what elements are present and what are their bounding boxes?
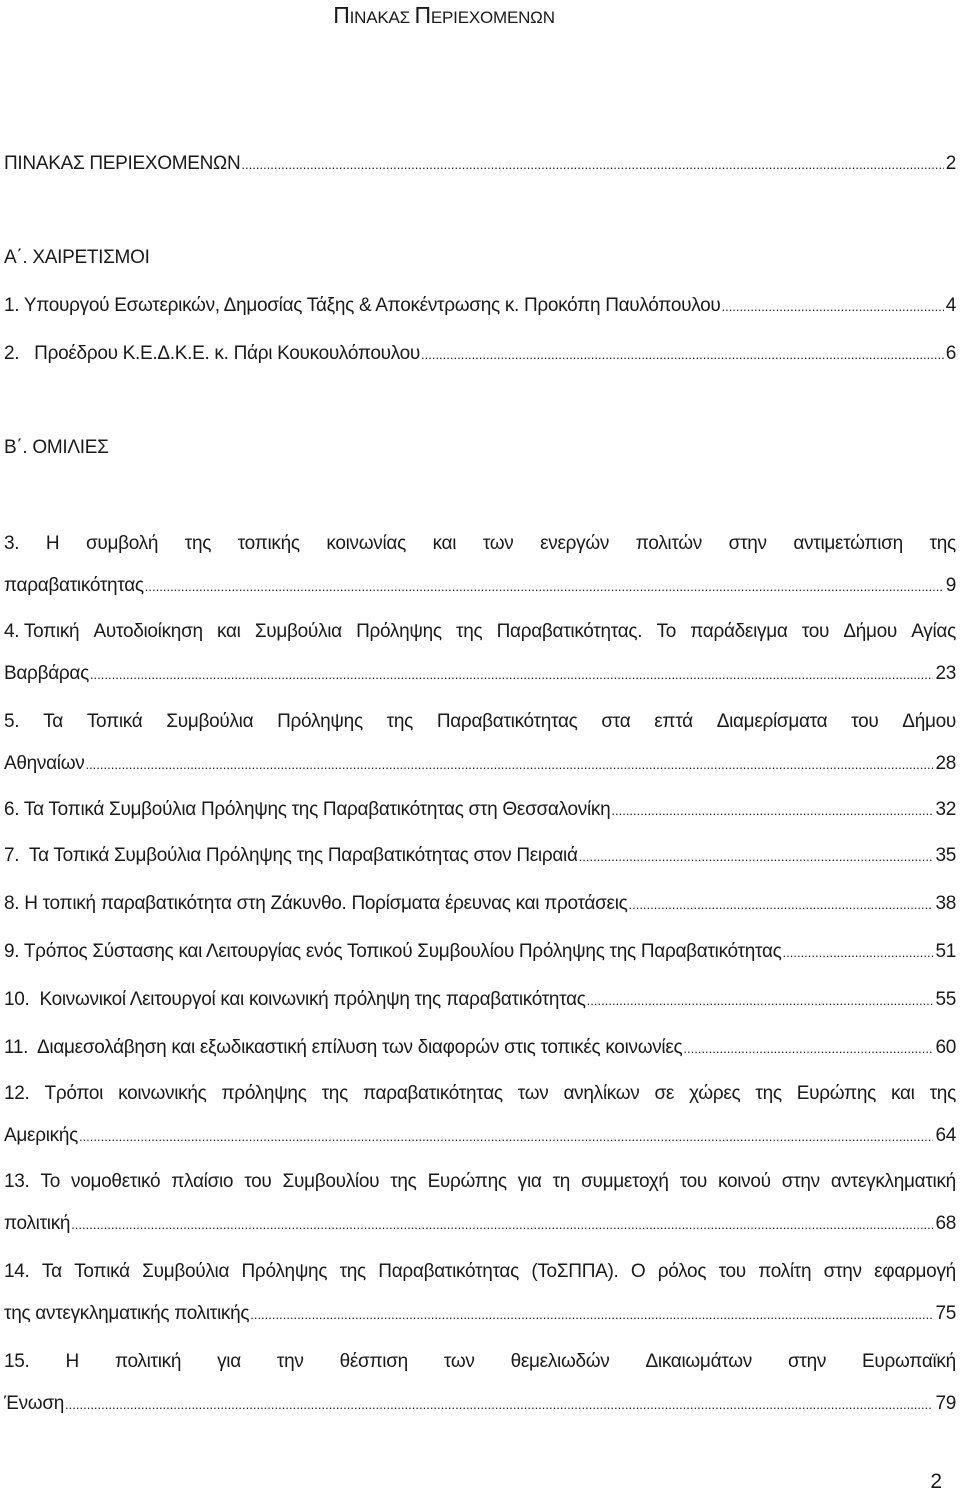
toc-entry-page: 9	[945, 575, 956, 596]
word: και	[890, 1083, 915, 1104]
word: Διαμερίσματα	[716, 711, 828, 732]
word: (ΤοΣΠΠΑ).	[531, 1261, 619, 1282]
word: της	[386, 711, 413, 732]
toc-entry-contents[interactable]	[4, 148, 956, 180]
word: πολίτη	[758, 1261, 812, 1282]
word: του	[718, 1261, 746, 1282]
word: της	[390, 1171, 417, 1192]
word: Το	[656, 621, 676, 642]
word: Παραβατικότητας	[378, 1261, 519, 1282]
word: του	[851, 711, 879, 732]
toc-entry-13-line2[interactable]	[4, 1208, 956, 1240]
leader-dots	[611, 795, 933, 827]
word: κοινού	[718, 1171, 771, 1192]
title-initial-1: Π	[333, 2, 350, 28]
word: παράδειγμα	[690, 621, 788, 642]
word: στην	[823, 1261, 862, 1282]
toc-entry-5-line2[interactable]	[4, 748, 956, 780]
word: τοπικής	[237, 533, 300, 554]
word: Η	[45, 533, 60, 554]
word: κοινωνίας	[326, 533, 406, 554]
toc-entry-label: 9. Τρόπος Σύστασης και Λειτουργίας ενός Τοπικού Συμβουλίου Πρόληψης της Παραβατικότητας	[4, 941, 782, 962]
word: Πρόληψης	[241, 1261, 328, 1282]
toc-entry-label: Ένωση	[4, 1393, 65, 1414]
word: της	[456, 621, 483, 642]
word: των	[517, 1083, 549, 1104]
word: στην	[781, 1171, 820, 1192]
leader-dots	[85, 749, 933, 781]
toc-entry-14-line2[interactable]	[4, 1298, 956, 1330]
leader-dots	[421, 339, 944, 371]
word: 15.	[4, 1351, 30, 1372]
toc-entry-7[interactable]	[4, 840, 956, 872]
word: νομοθετικό	[71, 1171, 161, 1192]
word: Συμβούλια	[254, 621, 342, 642]
toc-entry-label: Βαρβάρας	[4, 663, 89, 684]
toc-entry-page: 64	[935, 1125, 956, 1146]
word: και	[432, 533, 457, 554]
toc-entry-page: 75	[935, 1303, 956, 1324]
word: Συμβούλια	[142, 1261, 230, 1282]
toc-entry-label: ΠΙΝΑΚΑΣ ΠΕΡΙΕΧΟΜΕΝΩΝ	[4, 153, 241, 174]
word: παραβατικότητας	[362, 1083, 503, 1104]
leader-dots	[90, 659, 934, 691]
word: συμμετοχή	[581, 1171, 669, 1192]
word: 4. Τοπική	[4, 621, 80, 642]
toc-entry-label: 1. Υπουργού Εσωτερικών, Δημοσίας Τάξης & Αποκέντρωσης κ. Προκόπη Παυλόπουλου	[4, 295, 721, 316]
word: της	[339, 1261, 366, 1282]
word: Πρόληψης	[356, 621, 442, 642]
page-number: 2	[930, 1470, 942, 1493]
word: σε	[654, 1083, 675, 1104]
toc-entry-page: 60	[935, 1037, 956, 1058]
leader-dots	[71, 1209, 933, 1241]
word: για	[517, 1171, 542, 1192]
word: κοινωνικής	[118, 1083, 207, 1104]
toc-entry-10[interactable]	[4, 984, 956, 1016]
leader-dots	[241, 149, 943, 181]
word: της	[321, 1083, 348, 1104]
word: εφαρμογή	[874, 1261, 956, 1282]
toc-entry-9[interactable]	[4, 936, 956, 968]
toc-entry-page: 79	[935, 1393, 956, 1414]
toc-entry-12-line2[interactable]	[4, 1120, 956, 1152]
word: πρόληψης	[221, 1083, 307, 1104]
toc-entry-page: 28	[935, 753, 956, 774]
word: για	[217, 1351, 241, 1372]
word: 13.	[4, 1171, 30, 1192]
word: 14.	[4, 1261, 30, 1282]
word: Δήμου	[843, 621, 898, 642]
toc-entry-3-line2[interactable]	[4, 570, 956, 602]
word: 12.	[4, 1083, 30, 1104]
toc-entry-page: 32	[935, 799, 956, 820]
toc-entry-12-line1[interactable]	[4, 1078, 956, 1110]
toc-entry-label: Αθηναίων	[4, 753, 85, 774]
section-heading-b: Β΄. ΟΜΙΛΙΕΣ	[4, 437, 109, 458]
toc-entry-label: 7. Τα Τοπικά Συμβούλια Πρόληψης της Παραβατικότητας στον Πειραιά	[4, 845, 578, 866]
leader-dots	[579, 841, 934, 873]
toc-entry-page: 23	[935, 663, 956, 684]
word: Τα	[43, 711, 63, 732]
toc-entry-4-line2[interactable]	[4, 658, 956, 690]
word: στα	[601, 711, 631, 732]
word: Ο	[630, 1261, 646, 1282]
leader-dots	[628, 889, 933, 921]
word: Αυτοδιοίκηση	[93, 621, 203, 642]
toc-entry-14-line1[interactable]	[4, 1256, 956, 1288]
title-initial-2: Π	[414, 2, 431, 28]
toc-entry-label: 10. Κοινωνικοί Λειτουργοί και κοινωνική πρόληψη της παραβατικότητας	[4, 989, 586, 1010]
toc-entry-8[interactable]	[4, 888, 956, 920]
word: Η	[65, 1351, 79, 1372]
word: Ευρώπης	[427, 1171, 507, 1192]
title-part-1: ΙΝΑΚΑΣ	[349, 8, 415, 27]
word: πολιτών	[635, 533, 702, 554]
leader-dots	[721, 291, 943, 323]
section-heading-a: Α΄. ΧΑΙΡΕΤΙΣΜΟΙ	[4, 247, 150, 268]
word: επτά	[654, 711, 693, 732]
toc-entry-label: 11. Διαμεσολάβηση και εξωδικαστική επίλυση των διαφορών στις τοπικές κοινωνίες	[4, 1037, 683, 1058]
word: στην	[787, 1351, 827, 1372]
word: Ευρωπαϊκή	[862, 1351, 956, 1372]
word: αντεγκληματική	[830, 1171, 956, 1192]
word: και	[217, 621, 241, 642]
word: ενεργών	[540, 533, 610, 554]
toc-entry-label: παραβατικότητας	[4, 575, 144, 596]
word: θεμελιωδών	[510, 1351, 610, 1372]
toc-entry-page: 35	[935, 845, 956, 866]
word: ρόλος	[657, 1261, 707, 1282]
word: Δικαιωμάτων	[645, 1351, 752, 1372]
word: του	[679, 1171, 708, 1192]
word: Παραβατικότητας.	[496, 621, 643, 642]
leader-dots	[683, 1033, 933, 1065]
toc-entry-page: 55	[935, 989, 956, 1010]
word: στην	[728, 533, 767, 554]
word: αντιμετώπιση	[793, 533, 903, 554]
word: των	[482, 533, 514, 554]
toc-entry-6[interactable]	[4, 794, 956, 826]
word: των	[443, 1351, 475, 1372]
word: Ευρώπης	[796, 1083, 876, 1104]
toc-entry-13-line1[interactable]	[4, 1166, 956, 1198]
word: Παραβατικότητας	[436, 711, 578, 732]
toc-entry-label: 6. Τα Τοπικά Συμβούλια Πρόληψης της Παραβατικότητας στη Θεσσαλονίκη	[4, 799, 611, 820]
word: θέσπιση	[339, 1351, 408, 1372]
toc-entry-5-line1[interactable]	[4, 706, 956, 738]
word: της	[184, 533, 212, 554]
word: ανηλίκων	[563, 1083, 640, 1104]
word: Συμβούλια	[166, 711, 254, 732]
word: 5.	[4, 711, 20, 732]
word: Πρόληψης	[277, 711, 363, 732]
toc-entry-page: 51	[935, 941, 956, 962]
word: πολιτική	[114, 1351, 182, 1372]
word: χώρες	[689, 1083, 741, 1104]
toc-entry-page: 6	[945, 343, 956, 364]
toc-entry-3-line1[interactable]	[4, 528, 956, 560]
toc-entry-page: 38	[935, 893, 956, 914]
word: της	[929, 533, 956, 554]
toc-entry-page: 68	[935, 1213, 956, 1234]
leader-dots	[587, 985, 934, 1017]
toc-entry-label: 2. Προέδρου Κ.Ε.Δ.Κ.Ε. κ. Πάρι Κουκουλόπουλου	[4, 343, 420, 364]
word: συμβολή	[85, 533, 159, 554]
word: Τοπικά	[86, 711, 143, 732]
toc-entry-4-line1[interactable]	[4, 616, 956, 648]
leader-dots	[783, 937, 934, 969]
leader-dots	[79, 1121, 934, 1153]
toc-entry-label: της αντεγκληματικής πολιτικής	[4, 1303, 250, 1324]
word: της	[929, 1083, 956, 1104]
toc-entry-label: Αμερικής	[4, 1125, 78, 1146]
title-part-2: ΕΡΙΕΧΟΜΕΝΩΝ	[430, 8, 555, 27]
leader-dots	[145, 571, 944, 603]
toc-entry-label: πολιτική	[4, 1213, 71, 1234]
toc-entry-1[interactable]	[4, 290, 956, 322]
word: Αγίας	[911, 621, 956, 642]
word: Τρόποι	[44, 1083, 104, 1104]
word: την	[276, 1351, 304, 1372]
word: του	[801, 621, 830, 642]
toc-entry-page: 2	[945, 153, 956, 174]
word: τη	[552, 1171, 571, 1192]
leader-dots	[250, 1299, 933, 1331]
word: Τα	[41, 1261, 62, 1282]
page-title	[0, 2, 888, 29]
toc-entry-2[interactable]	[4, 338, 956, 370]
leader-dots	[65, 1389, 933, 1421]
word: Δήμου	[902, 711, 956, 732]
word: Συμβουλίου	[282, 1171, 380, 1192]
word: Τοπικά	[74, 1261, 130, 1282]
toc-entry-15-line2[interactable]	[4, 1388, 956, 1420]
toc-entry-label: 8. Η τοπική παραβατικότητα στη Ζάκυνθο. Πορίσματα έρευνας και προτάσεις	[4, 893, 628, 914]
word: πλαίσιο	[171, 1171, 234, 1192]
word: του	[244, 1171, 272, 1192]
word: της	[755, 1083, 782, 1104]
toc-entry-15-line1[interactable]	[4, 1346, 956, 1378]
word: 3.	[4, 533, 20, 554]
toc-entry-page: 4	[945, 295, 956, 316]
toc-entry-11[interactable]	[4, 1032, 956, 1064]
word: Το	[40, 1171, 61, 1192]
